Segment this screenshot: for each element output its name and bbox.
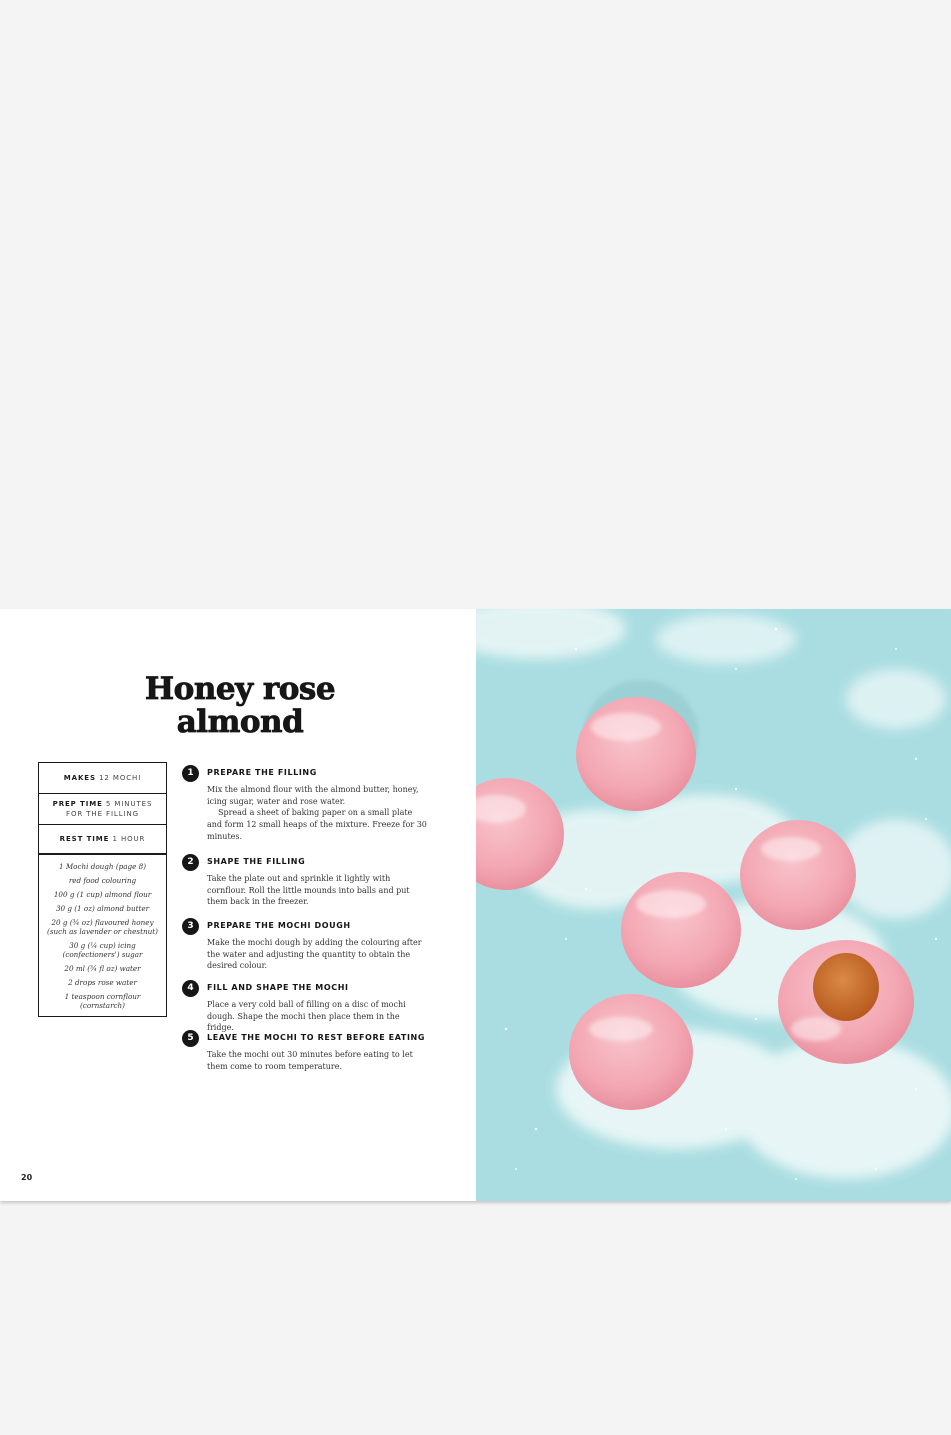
- recipe-title-line2: almond: [176, 704, 304, 740]
- makes-value: 12 MOCHI: [99, 774, 142, 782]
- step-text: [207, 937, 429, 972]
- step-title: PREPARE THE MOCHI DOUGH: [207, 921, 351, 930]
- ingredient-item: 1 teaspoon cornflour (cornstarch): [64, 992, 141, 1010]
- step-number-badge: 2: [182, 854, 199, 871]
- ingredient-item: 30 g (¼ cup) icing (confectioners') sugar: [62, 941, 143, 959]
- ingredient-item: 30 g (1 oz) almond butter: [55, 904, 150, 913]
- step-title: SHAPE THE FILLING: [207, 857, 306, 866]
- recipe-info-box: [38, 762, 167, 1017]
- mochi-photo: [476, 609, 951, 1201]
- rest-time-row: [39, 825, 166, 855]
- step-number-badge: 1: [182, 765, 199, 782]
- step-number-badge: 3: [182, 918, 199, 935]
- mochi-ball: [569, 994, 693, 1110]
- step-paragraph: Make the mochi dough by adding the colouring after the water and adjusting the quantity to obtain the desired colour.: [207, 938, 422, 971]
- ingredient-item: 20 ml (¾ fl oz) water: [64, 964, 141, 973]
- step-paragraph: Place a very cold ball of filling on a disc of mochi dough. Shape the mochi then place them in the fridge.: [207, 1000, 406, 1033]
- rest-time-label: REST TIME: [59, 835, 110, 843]
- prep-time-row: [39, 794, 166, 825]
- ingredient-item: red food colouring: [68, 876, 137, 885]
- rest-time-value: 1 HOUR: [112, 835, 146, 843]
- step-text: [207, 873, 429, 908]
- ingredient-item: 100 g (1 cup) almond flour: [53, 890, 152, 899]
- recipe-title-line1: Honey rose: [144, 671, 336, 707]
- step-paragraph: Mix the almond flour with the almond butter, honey, icing sugar, water and rose water.: [207, 785, 419, 806]
- ingredients-list: [39, 855, 166, 1016]
- book-spread: [0, 609, 951, 1201]
- page-number: 20: [21, 1173, 33, 1182]
- step-number-badge: 5: [182, 1030, 199, 1047]
- almond-filling: [813, 953, 879, 1021]
- mochi-ball: [740, 820, 856, 930]
- step-title: FILL AND SHAPE THE MOCHI: [207, 983, 349, 992]
- prep-time-label: PREP TIME: [52, 800, 103, 808]
- step-text: [207, 1049, 429, 1072]
- step-paragraph: Take the plate out and sprinkle it lightly with cornflour. Roll the little mounds into balls and put them back in the freezer.: [207, 874, 410, 907]
- step-text: [207, 999, 429, 1034]
- prep-time-value: 5 MINUTES: [105, 800, 153, 808]
- step-title: PREPARE THE FILLING: [207, 768, 317, 777]
- recipe-page: [0, 609, 476, 1201]
- step-text: [207, 784, 429, 843]
- step-number-badge: 4: [182, 980, 199, 997]
- mochi-ball: [621, 872, 741, 988]
- ingredient-item: 1 Mochi dough (page 8): [58, 862, 147, 871]
- step-paragraph: Take the mochi out 30 minutes before eating to let them come to room temperature.: [207, 1050, 413, 1071]
- prep-time-value-line2: FOR THE FILLING: [66, 810, 139, 818]
- makes-label: MAKES: [63, 774, 96, 782]
- recipe-title: [90, 673, 390, 739]
- step-paragraph: Spread a sheet of baking paper on a small plate and form 12 small heaps of the mixture. Freeze for 30 minutes.: [207, 808, 427, 841]
- makes-row: [39, 763, 166, 794]
- step-title: LEAVE THE MOCHI TO REST BEFORE EATING: [207, 1033, 425, 1042]
- ingredient-item: 2 drops rose water: [68, 978, 137, 987]
- ingredient-item: 20 g (¾ oz) flavoured honey (such as lavender or chestnut): [47, 918, 158, 936]
